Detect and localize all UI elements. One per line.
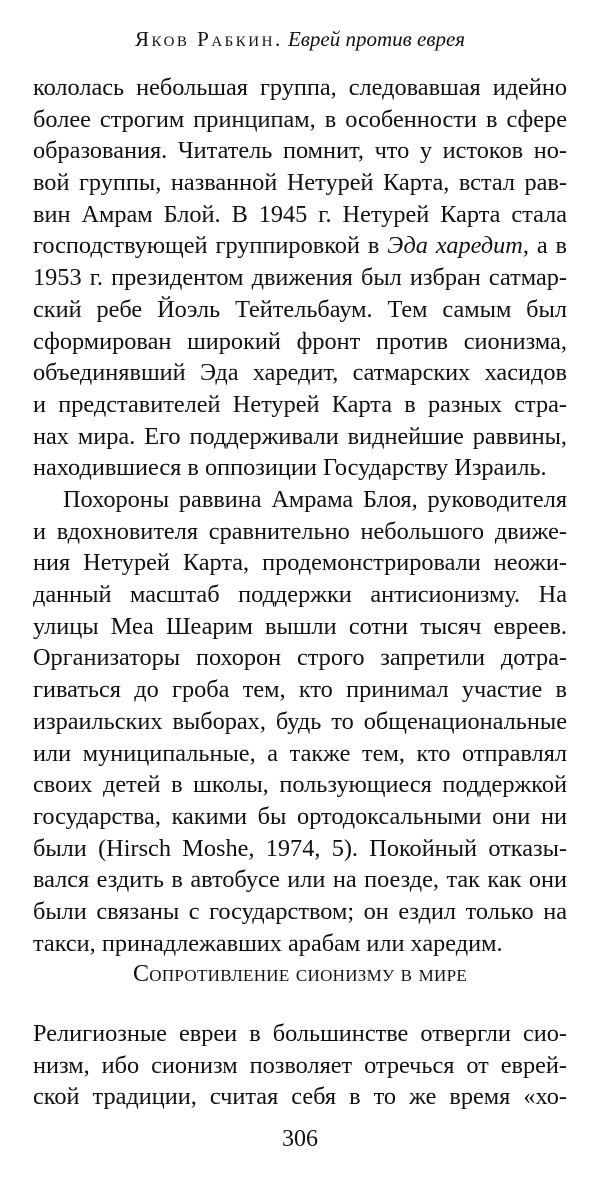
text-line: были связаны с государством; он ездил только на — [33, 897, 567, 925]
text-line: или муниципальные, а также тем, кто отправлял — [33, 739, 567, 767]
section-heading: Сопротивление сионизму в мире — [132, 961, 468, 987]
text-line: были (Hirsch Moshe, 1974, 5). Покойный отказы- — [33, 834, 567, 862]
text-line: нах мира. Его поддерживали виднейшие раввины, — [33, 422, 567, 450]
text-line: 1953 г. президентом движения был избран сатмар- — [33, 264, 567, 292]
text-line: Организаторы похорон строго запретили дотра- — [33, 644, 567, 672]
text-line: и вдохновителя сравнительно небольшого движе- — [33, 517, 567, 545]
text-line: такси, принадлежавших арабам или харедим. — [33, 929, 503, 957]
text-line: находившиеся в оппозиции Государству Израиль. — [33, 454, 547, 482]
paragraph-2 — [33, 484, 567, 959]
text-line: и представителей Нетурей Карта в разных стра- — [33, 390, 567, 418]
text-line: улицы Меа Шеарим вышли сотни тысяч евреев. — [33, 612, 567, 640]
text-line: сформирован широкий фронт против сионизма, — [33, 327, 567, 355]
paragraph-3 — [33, 1018, 567, 1113]
text-line: гиваться до гроба тем, кто принимал участие в — [33, 676, 567, 704]
running-head-title: Еврей против еврея — [287, 27, 466, 51]
text-line: кололась небольшая группа, следовавшая идейно — [33, 74, 567, 101]
text-line: низм, ибо сионизм позволяет отречься от еврей- — [33, 1051, 567, 1079]
paragraph-1 — [33, 72, 567, 484]
text-line: ский ребе Йоэль Тейтельбаум. Тем самым был — [33, 295, 567, 323]
text-line: Похороны раввина Амрама Блоя, руководителя — [63, 486, 567, 513]
text-line: более строгим принципам, в особенности в сфере — [33, 105, 567, 133]
text-line: ния Нетурей Карта, продемонстрировали неожи- — [33, 549, 567, 577]
running-head-author: Яков Рабкин. — [134, 27, 283, 51]
text-line: вин Амрам Блой. В 1945 г. Нетурей Карта стала — [33, 200, 567, 228]
text-line: образования. Читатель помнит, что у истоков но- — [33, 137, 567, 165]
text-segment: господствующей группировкой в — [33, 232, 380, 260]
italic-term: Эда харедит — [387, 232, 523, 260]
text-line: Религиозные евреи в большинстве отвергли сио- — [33, 1020, 567, 1047]
text-line-mixed — [33, 230, 567, 262]
text-line: государства, какими бы ортодоксальными они ни — [33, 802, 567, 830]
text-line: своих детей в школы, пользующиеся поддержкой — [33, 771, 567, 799]
text-line: ской традиции, считая себя в то же время «хо- — [33, 1083, 567, 1111]
text-line: вой группы, названной Нетурей Карта, встал рав- — [33, 169, 567, 197]
text-line: вался ездить в автобусе или на поезде, так как они — [33, 866, 567, 894]
text-segment: , а в — [522, 232, 567, 260]
page-number: 306 — [282, 1126, 318, 1152]
text-line: израильских выборах, будь то общенациональные — [33, 707, 567, 735]
running-head — [33, 24, 567, 54]
text-line: данный масштаб поддержки антисионизму. На — [33, 581, 567, 609]
text-line: объединявший Эда харедит, сатмарских хасидов — [33, 359, 567, 387]
